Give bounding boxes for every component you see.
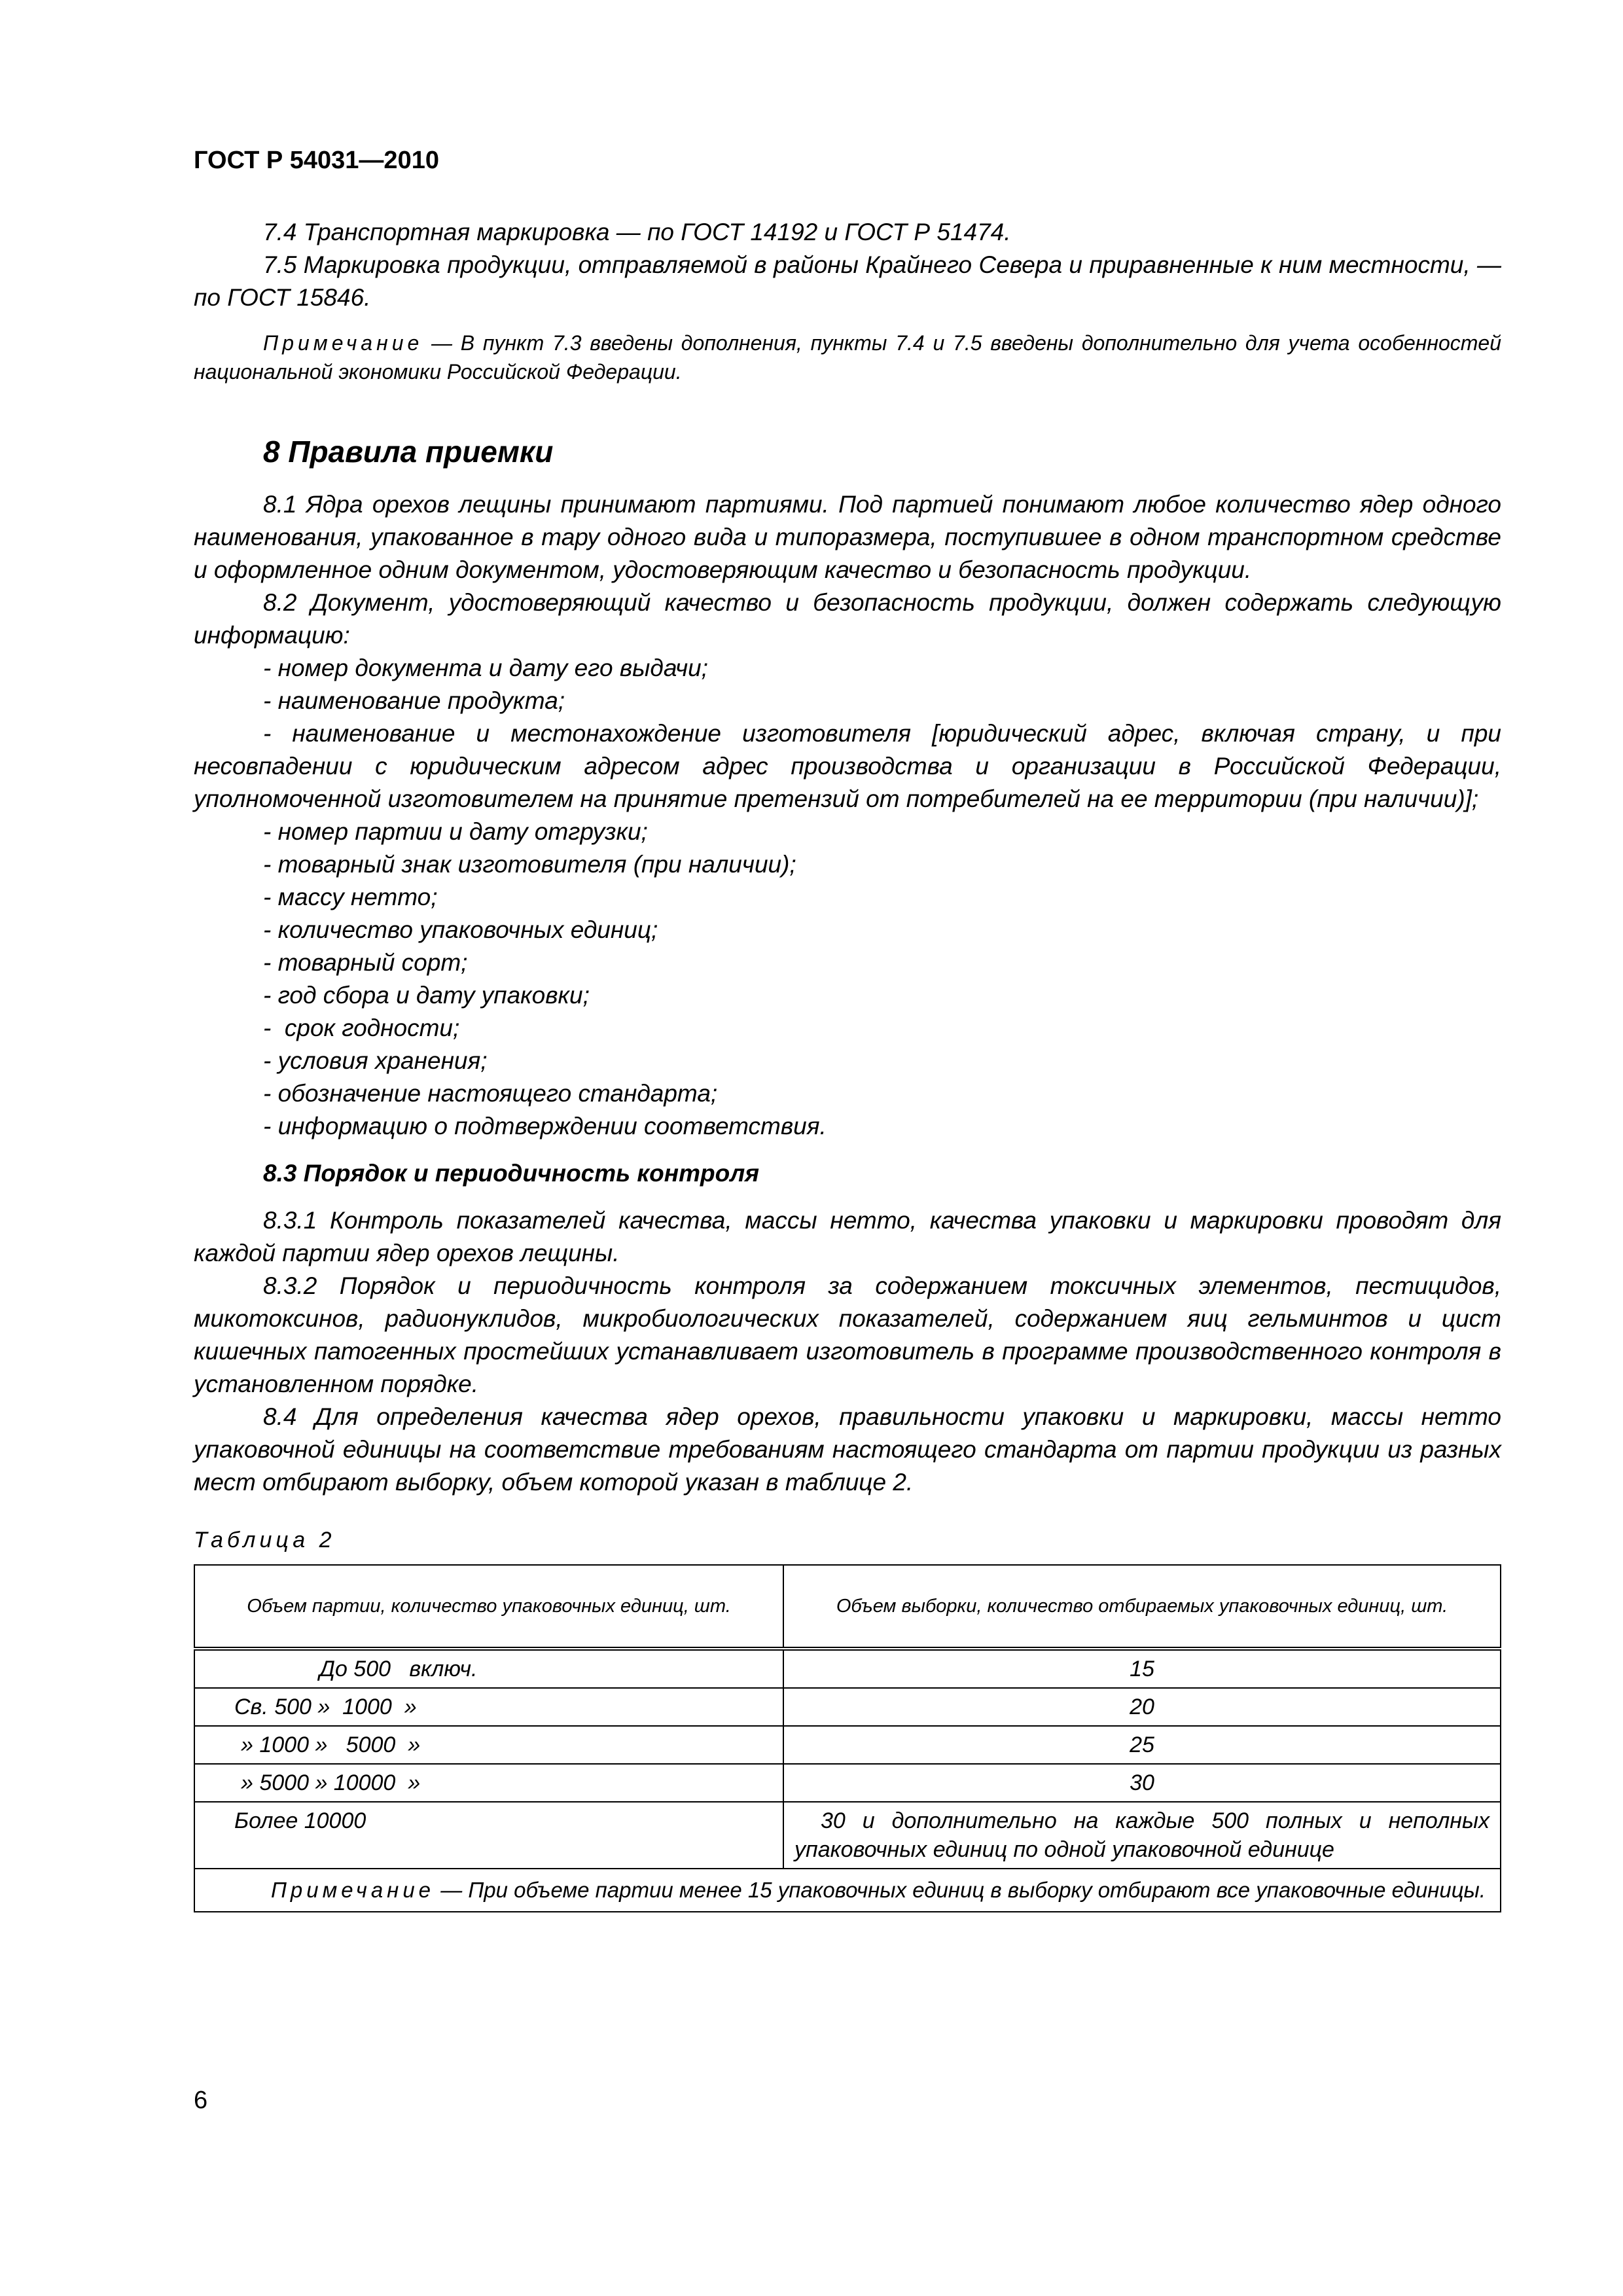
subsection-8-3-title: 8.3 Порядок и периодичность контроля	[263, 1160, 760, 1187]
paragraph-7-4: 7.4 Транспортная маркировка — по ГОСТ 14192 и ГОСТ Р 51474.	[263, 219, 1011, 245]
list-item: - номер партии и дату отгрузки;	[263, 818, 648, 845]
list-item: - срок годности;	[263, 1014, 460, 1041]
note-label: Примечание	[263, 331, 423, 355]
paragraph-7-5: 7.5 Маркировка продукции, отправляемой в районы Крайнего Севера и приравненные к ним местности, — по ГОСТ 15846.	[194, 251, 1501, 311]
table-cell-batch: Более 10000	[194, 1802, 783, 1869]
table-cell-sample: 15	[783, 1649, 1501, 1688]
list-item: - товарный сорт;	[263, 949, 468, 976]
paragraph-8-4: 8.4 Для определения качества ядер орехов, правильности упаковки и маркировки, массы нетто упаковочной единицы на соответствие требованиям настоящего стандарта от партии продукции из разных мест отбирают выборку, объем которой указан в таблице 2.	[194, 1403, 1501, 1496]
list-item: - условия хранения;	[263, 1047, 488, 1074]
list-item: - товарный знак изготовителя (при наличии);	[263, 851, 796, 878]
table-cell-sample: 30 и дополнительно на каждые 500 полных и неполных упаковочных единиц по одной упаковочной единице	[783, 1802, 1501, 1869]
table-2-caption: Таблица 2	[194, 1528, 336, 1552]
table-cell-sample: 20	[783, 1688, 1501, 1726]
table-row	[194, 1649, 1501, 1688]
note-text: — В пункт 7.3 введены дополнения, пункты 7.4 и 7.5 введены дополнительно для учета особенностей национальной экономики Российской Федерации.	[194, 331, 1501, 384]
table-cell-sample: 25	[783, 1726, 1501, 1764]
table-cell-batch: До 500 включ.	[194, 1649, 783, 1688]
list-item: - количество упаковочных единиц;	[263, 916, 658, 943]
table-cell-batch: Св. 500 » 1000 »	[194, 1688, 783, 1726]
document-info-list	[194, 652, 1501, 1143]
list-item: - информацию о подтверждении соответствия.	[263, 1113, 827, 1139]
document-code-header: ГОСТ Р 54031—2010	[194, 147, 439, 174]
page-number: 6	[194, 2087, 208, 2114]
note-section-7	[194, 329, 1501, 386]
table-note-label: Примечание	[271, 1878, 435, 1902]
list-item: - наименование и местонахождение изготовителя [юридический адрес, включая страну, и при несовпадении с юридическим адресом адрес производства и организации в Российской Федерации, уполномоченной изготовителем на принятие претензий от потребителей на ее территории (при наличии)];	[194, 720, 1501, 812]
list-item: - обозначение настоящего стандарта;	[263, 1080, 718, 1107]
paragraph-8-2: 8.2 Документ, удостоверяющий качество и безопасность продукции, должен содержать следующую информацию:	[194, 589, 1501, 649]
table-row	[194, 1726, 1501, 1764]
table-cell-batch: » 5000 » 10000 »	[194, 1764, 783, 1802]
paragraph-8-3-2: 8.3.2 Порядок и периодичность контроля за содержанием токсичных элементов, пестицидов, микотоксинов, радионуклидов, микробиологических показателей, содержанием яиц гельминтов и цист кишечных патогенных простейших устанавливает изготовитель в программе производственного контроля в установленном порядке.	[194, 1272, 1501, 1397]
table-note-row	[194, 1869, 1501, 1912]
list-item: - наименование продукта;	[263, 687, 565, 714]
table-2	[194, 1564, 1501, 1912]
table-header-row	[194, 1565, 1501, 1649]
section-8-title: 8 Правила приемки	[263, 435, 554, 469]
table-row	[194, 1802, 1501, 1869]
list-item: - массу нетто;	[263, 884, 438, 910]
table-note-text: — При объеме партии менее 15 упаковочных единиц в выборку отбирают все упаковочные единицы.	[435, 1878, 1486, 1902]
table-cell-sample: 30	[783, 1764, 1501, 1802]
paragraph-8-3-1: 8.3.1 Контроль показателей качества, массы нетто, качества упаковки и маркировки проводят для каждой партии ядер орехов лещины.	[194, 1207, 1501, 1266]
table-row	[194, 1688, 1501, 1726]
paragraph-8-1: 8.1 Ядра орехов лещины принимают партиями. Под партией понимают любое количество ядер одного наименования, упакованное в тару одного вида и типоразмера, поступившее в одном транспортном средстве и оформленное одним документом, удостоверяющим качество и безопасность продукции.	[194, 491, 1501, 583]
table-header-sample-size: Объем выборки, количество отбираемых упаковочных единиц, шт.	[783, 1565, 1501, 1649]
table-row	[194, 1764, 1501, 1802]
table-note	[194, 1869, 1501, 1912]
list-item: - год сбора и дату упаковки;	[263, 982, 590, 1009]
document-page	[194, 144, 1501, 1912]
list-item: - номер документа и дату его выдачи;	[263, 655, 708, 681]
table-header-batch-size: Объем партии, количество упаковочных единиц, шт.	[194, 1565, 783, 1649]
table-cell-batch: » 1000 » 5000 »	[194, 1726, 783, 1764]
